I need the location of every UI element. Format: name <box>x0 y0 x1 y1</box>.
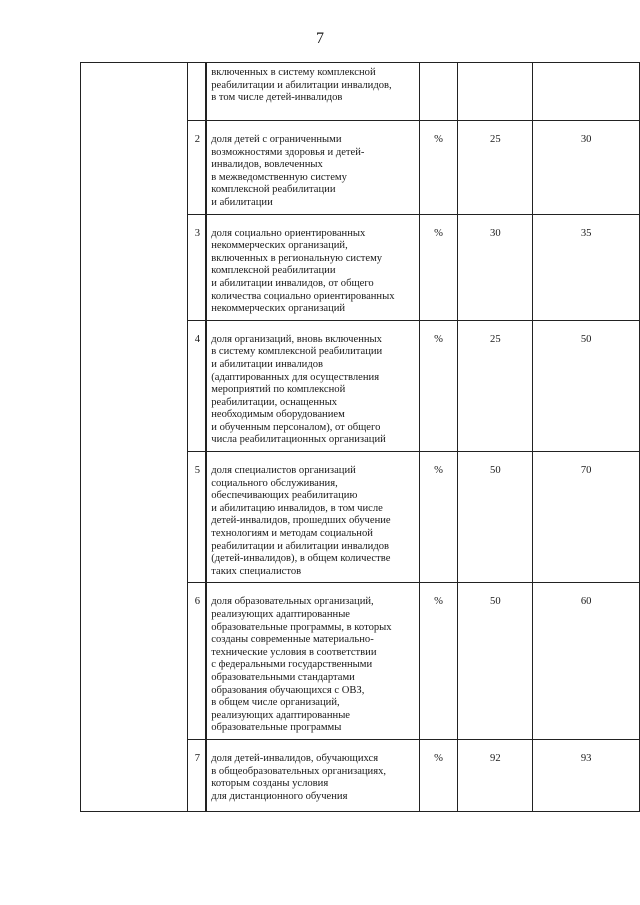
indicator-text: доля образовательных организаций, реализующих адаптированные образовательные программы, в которых созданы современные материально- технические условия в соответствии с федеральными государственными образовательными стандартами образования обучающихся с ОВЗ, в общем числе организаций, реализующих адаптированные образовательные программы <box>207 583 419 740</box>
row-number <box>188 63 207 121</box>
unit-cell: % <box>419 739 458 811</box>
value-2020: 60 <box>533 583 640 740</box>
indicators-table <box>80 62 640 812</box>
row-number: 7 <box>188 739 207 811</box>
value-2019: 50 <box>458 452 533 583</box>
indicator-text: доля детей-инвалидов, обучающихся в общеобразовательных организациях, которым созданы условия для дистанционного обучения <box>207 739 419 811</box>
table-row <box>81 63 640 121</box>
value-2019: 50 <box>458 583 533 740</box>
page-number: 7 <box>316 30 324 47</box>
value-2020: 30 <box>533 121 640 215</box>
value-2019: 92 <box>458 739 533 811</box>
indicators-table-container <box>80 62 640 812</box>
unit-cell: % <box>419 452 458 583</box>
value-2020: 70 <box>533 452 640 583</box>
value-2019: 25 <box>458 121 533 215</box>
indicator-text: включенных в систему комплексной реабилитации и абилитации инвалидов, в том числе детей-инвалидов <box>207 63 419 121</box>
unit-cell: % <box>419 214 458 320</box>
value-2019: 30 <box>458 214 533 320</box>
row-number: 4 <box>188 320 207 451</box>
indicator-text: доля детей с ограниченными возможностями здоровья и детей- инвалидов, вовлеченных в межведомственную систему комплексной реабилитации и абилитации <box>207 121 419 215</box>
value-2020: 35 <box>533 214 640 320</box>
unit-cell: % <box>419 320 458 451</box>
value-2019: 25 <box>458 320 533 451</box>
value-2020 <box>533 63 640 121</box>
value-2020: 93 <box>533 739 640 811</box>
row-number: 2 <box>188 121 207 215</box>
indicator-text: доля социально ориентированных некоммерческих организаций, включенных в региональную систему комплексной реабилитации и абилитации инвалидов, от общего количества социально ориентированных некоммерческих организаций <box>207 214 419 320</box>
row-number: 3 <box>188 214 207 320</box>
value-2019 <box>458 63 533 121</box>
value-2020: 50 <box>533 320 640 451</box>
unit-cell: % <box>419 121 458 215</box>
row-number: 5 <box>188 452 207 583</box>
unit-cell: % <box>419 583 458 740</box>
indicator-text: доля организаций, вновь включенных в систему комплексной реабилитации и абилитации инвалидов (адаптированных для осуществления мероприятий по комплексной реабилитации, оснащенных необходимым оборудованием и обученным персоналом), от общего числа реабилитационных организаций <box>207 320 419 451</box>
row-number: 6 <box>188 583 207 740</box>
program-cell <box>81 63 188 812</box>
unit-cell <box>419 63 458 121</box>
indicator-text: доля специалистов организаций социального обслуживания, обеспечивающих реабилитацию и абилитацию инвалидов, в том числе детей-инвалидов, прошедших обучение технологиям и методам социальной реабилитации и абилитации инвалидов (детей-инвалидов), в общем количестве таких специалистов <box>207 452 419 583</box>
